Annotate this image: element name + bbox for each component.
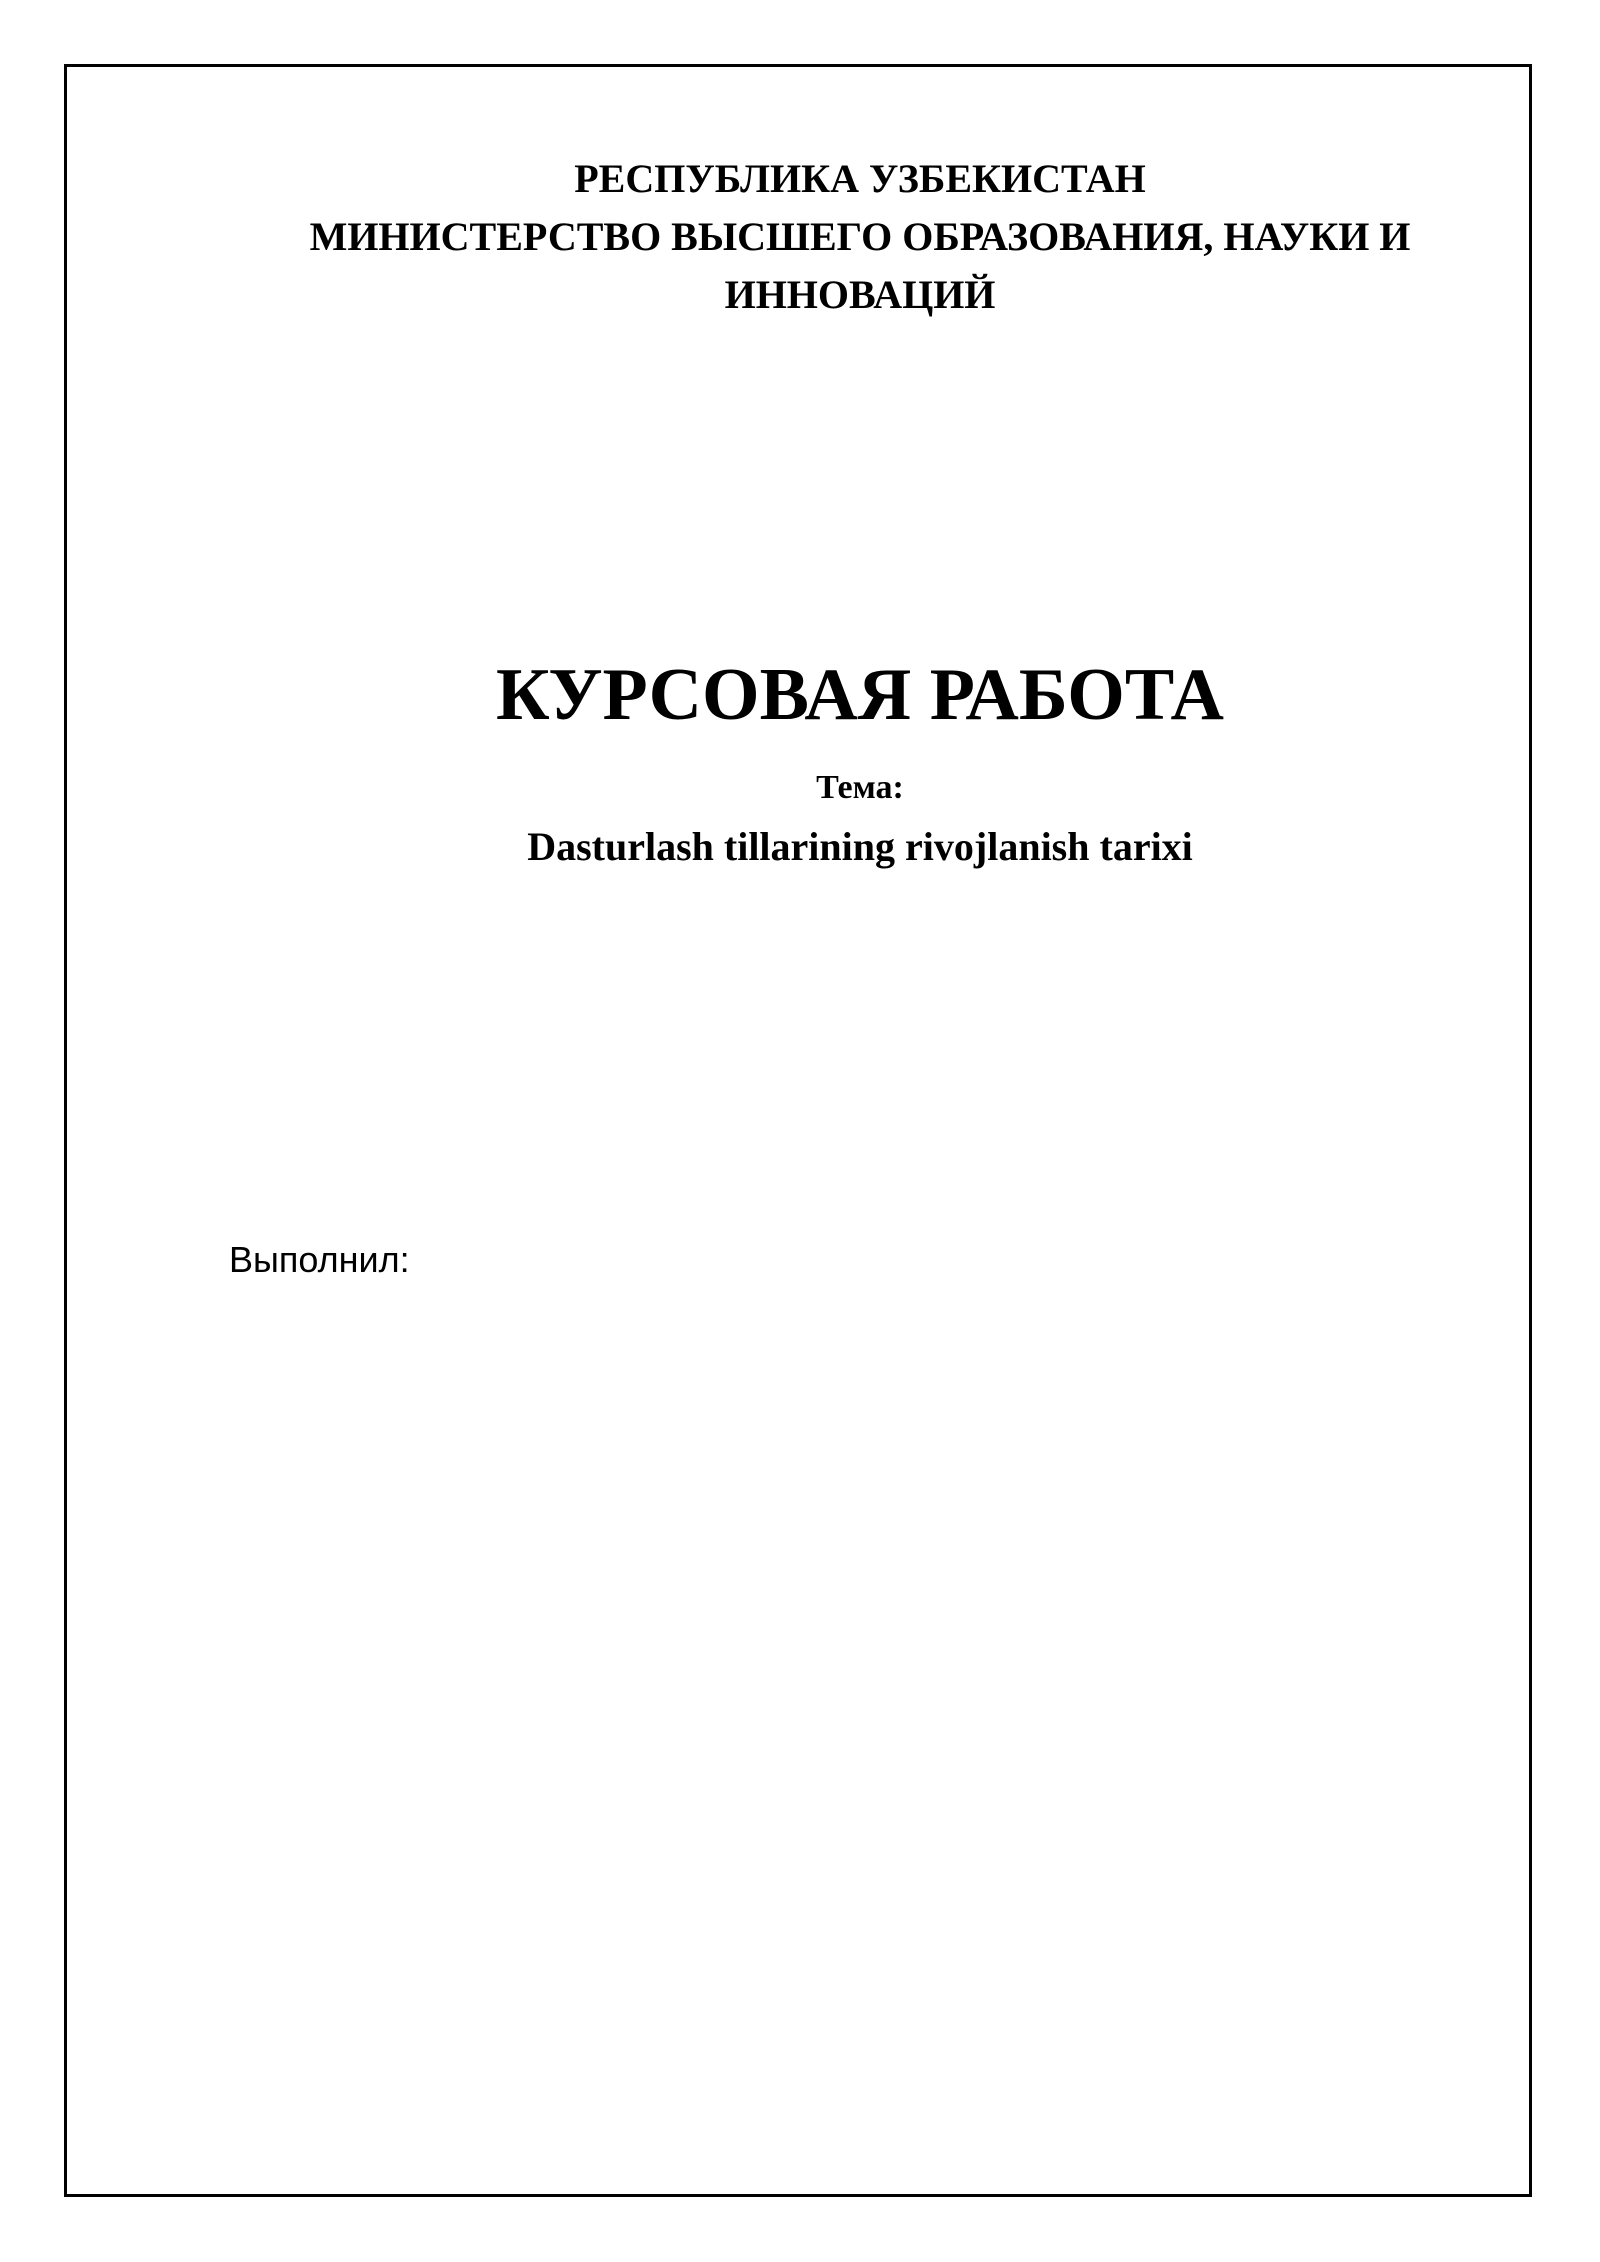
page-border [64,64,1532,2197]
performed-by-label: Выполнил: [229,1239,410,1280]
document-header [130,150,1590,324]
theme-label: Тема: [816,769,904,806]
theme-value: Dasturlash tillarining rivojlanish tarixi [527,824,1193,869]
ministry-heading-line1: МИНИСТЕРСТВО ВЫСШЕГО ОБРАЗОВАНИЯ, НАУКИ И [309,214,1411,259]
country-heading: РЕСПУБЛИКА УЗБЕКИСТАН [574,156,1146,201]
ministry-heading-line2: ИННОВАЦИЙ [724,272,996,317]
document-title: КУРСОВАЯ РАБОТА [496,654,1224,736]
